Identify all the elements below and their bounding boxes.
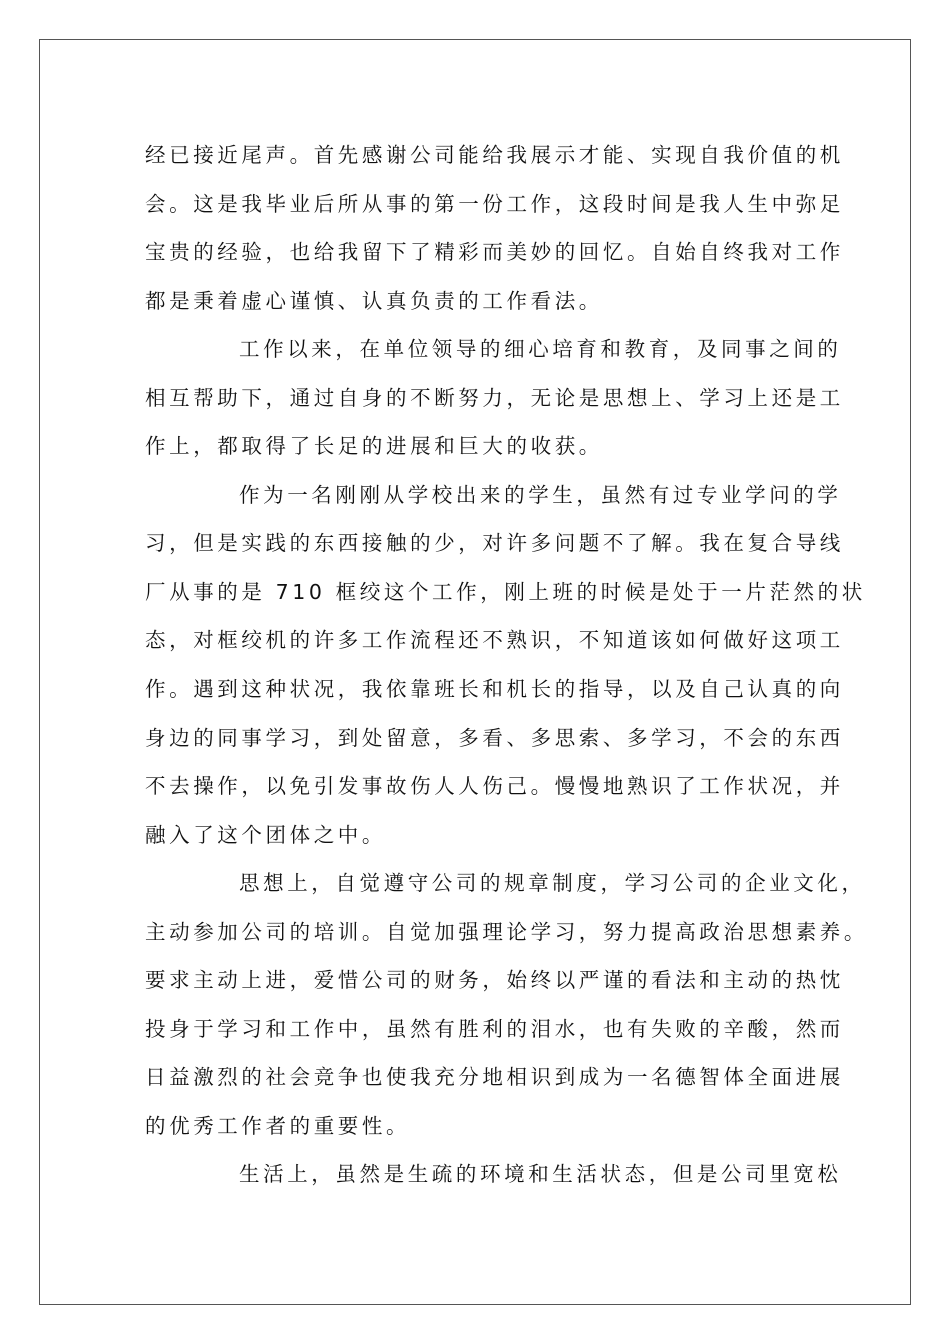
paragraph-3	[145, 471, 866, 859]
text-line: 会。这是我毕业后所从事的第一份工作，这段时间是我人生中弥足	[145, 191, 844, 216]
text-line: 要求主动上进，爱惜公司的财务，始终以严谨的看法和主动的热忱	[145, 968, 844, 993]
text-line: 作为一名刚刚从学校出来的学生，虽然有过专业学问的学	[239, 482, 842, 507]
paragraph-5	[145, 1150, 842, 1199]
text-line: 作。遇到这种状况，我依靠班长和机长的指导，以及自己认真的向	[145, 677, 844, 702]
text-line: 厂从事的是 710 框绞这个工作，刚上班的时候是处于一片茫然的状	[145, 579, 866, 604]
text-line: 都是秉着虚心谨慎、认真负责的工作看法。	[145, 288, 603, 313]
text-line: 日益激烈的社会竞争也使我充分地相识到成为一名德智体全面进展	[145, 1065, 844, 1090]
text-line: 思想上，自觉遵守公司的规章制度，学习公司的企业文化，	[239, 871, 866, 896]
paragraph-4	[145, 859, 868, 1150]
text-line: 习，但是实践的东西接触的少，对许多问题不了解。我在复合导线	[145, 531, 844, 556]
paragraph-1	[145, 131, 844, 325]
paragraph-2	[145, 325, 844, 471]
text-line: 作上，都取得了长足的进展和巨大的收获。	[145, 434, 603, 459]
text-line: 相互帮助下，通过自身的不断努力，无论是思想上、学习上还是工	[145, 385, 844, 410]
text-line: 融入了这个团体之中。	[145, 822, 386, 847]
text-line: 态，对框绞机的许多工作流程还不熟识，不知道该如何做好这项工	[145, 628, 844, 653]
text-line: 的优秀工作者的重要性。	[145, 1113, 411, 1138]
text-line: 宝贵的经验，也给我留下了精彩而美妙的回忆。自始自终我对工作	[145, 240, 844, 265]
text-line: 身边的同事学习，到处留意，多看、多思索、多学习，不会的东西	[145, 725, 844, 750]
text-line: 经已接近尾声。首先感谢公司能给我展示才能、实现自我价值的机	[145, 143, 844, 167]
text-line: 投身于学习和工作中，虽然有胜利的泪水，也有失败的辛酸，然而	[145, 1016, 844, 1041]
document-body	[145, 131, 868, 1199]
text-line: 不去操作，以免引发事故伤人人伤己。慢慢地熟识了工作状况，并	[145, 774, 844, 799]
text-line: 主动参加公司的培训。自觉加强理论学习，努力提高政治思想素养。	[145, 919, 868, 944]
text-line: 生活上，虽然是生疏的环境和生活状态，但是公司里宽松	[239, 1162, 842, 1187]
text-line: 工作以来，在单位领导的细心培育和教育，及同事之间的	[239, 337, 842, 362]
